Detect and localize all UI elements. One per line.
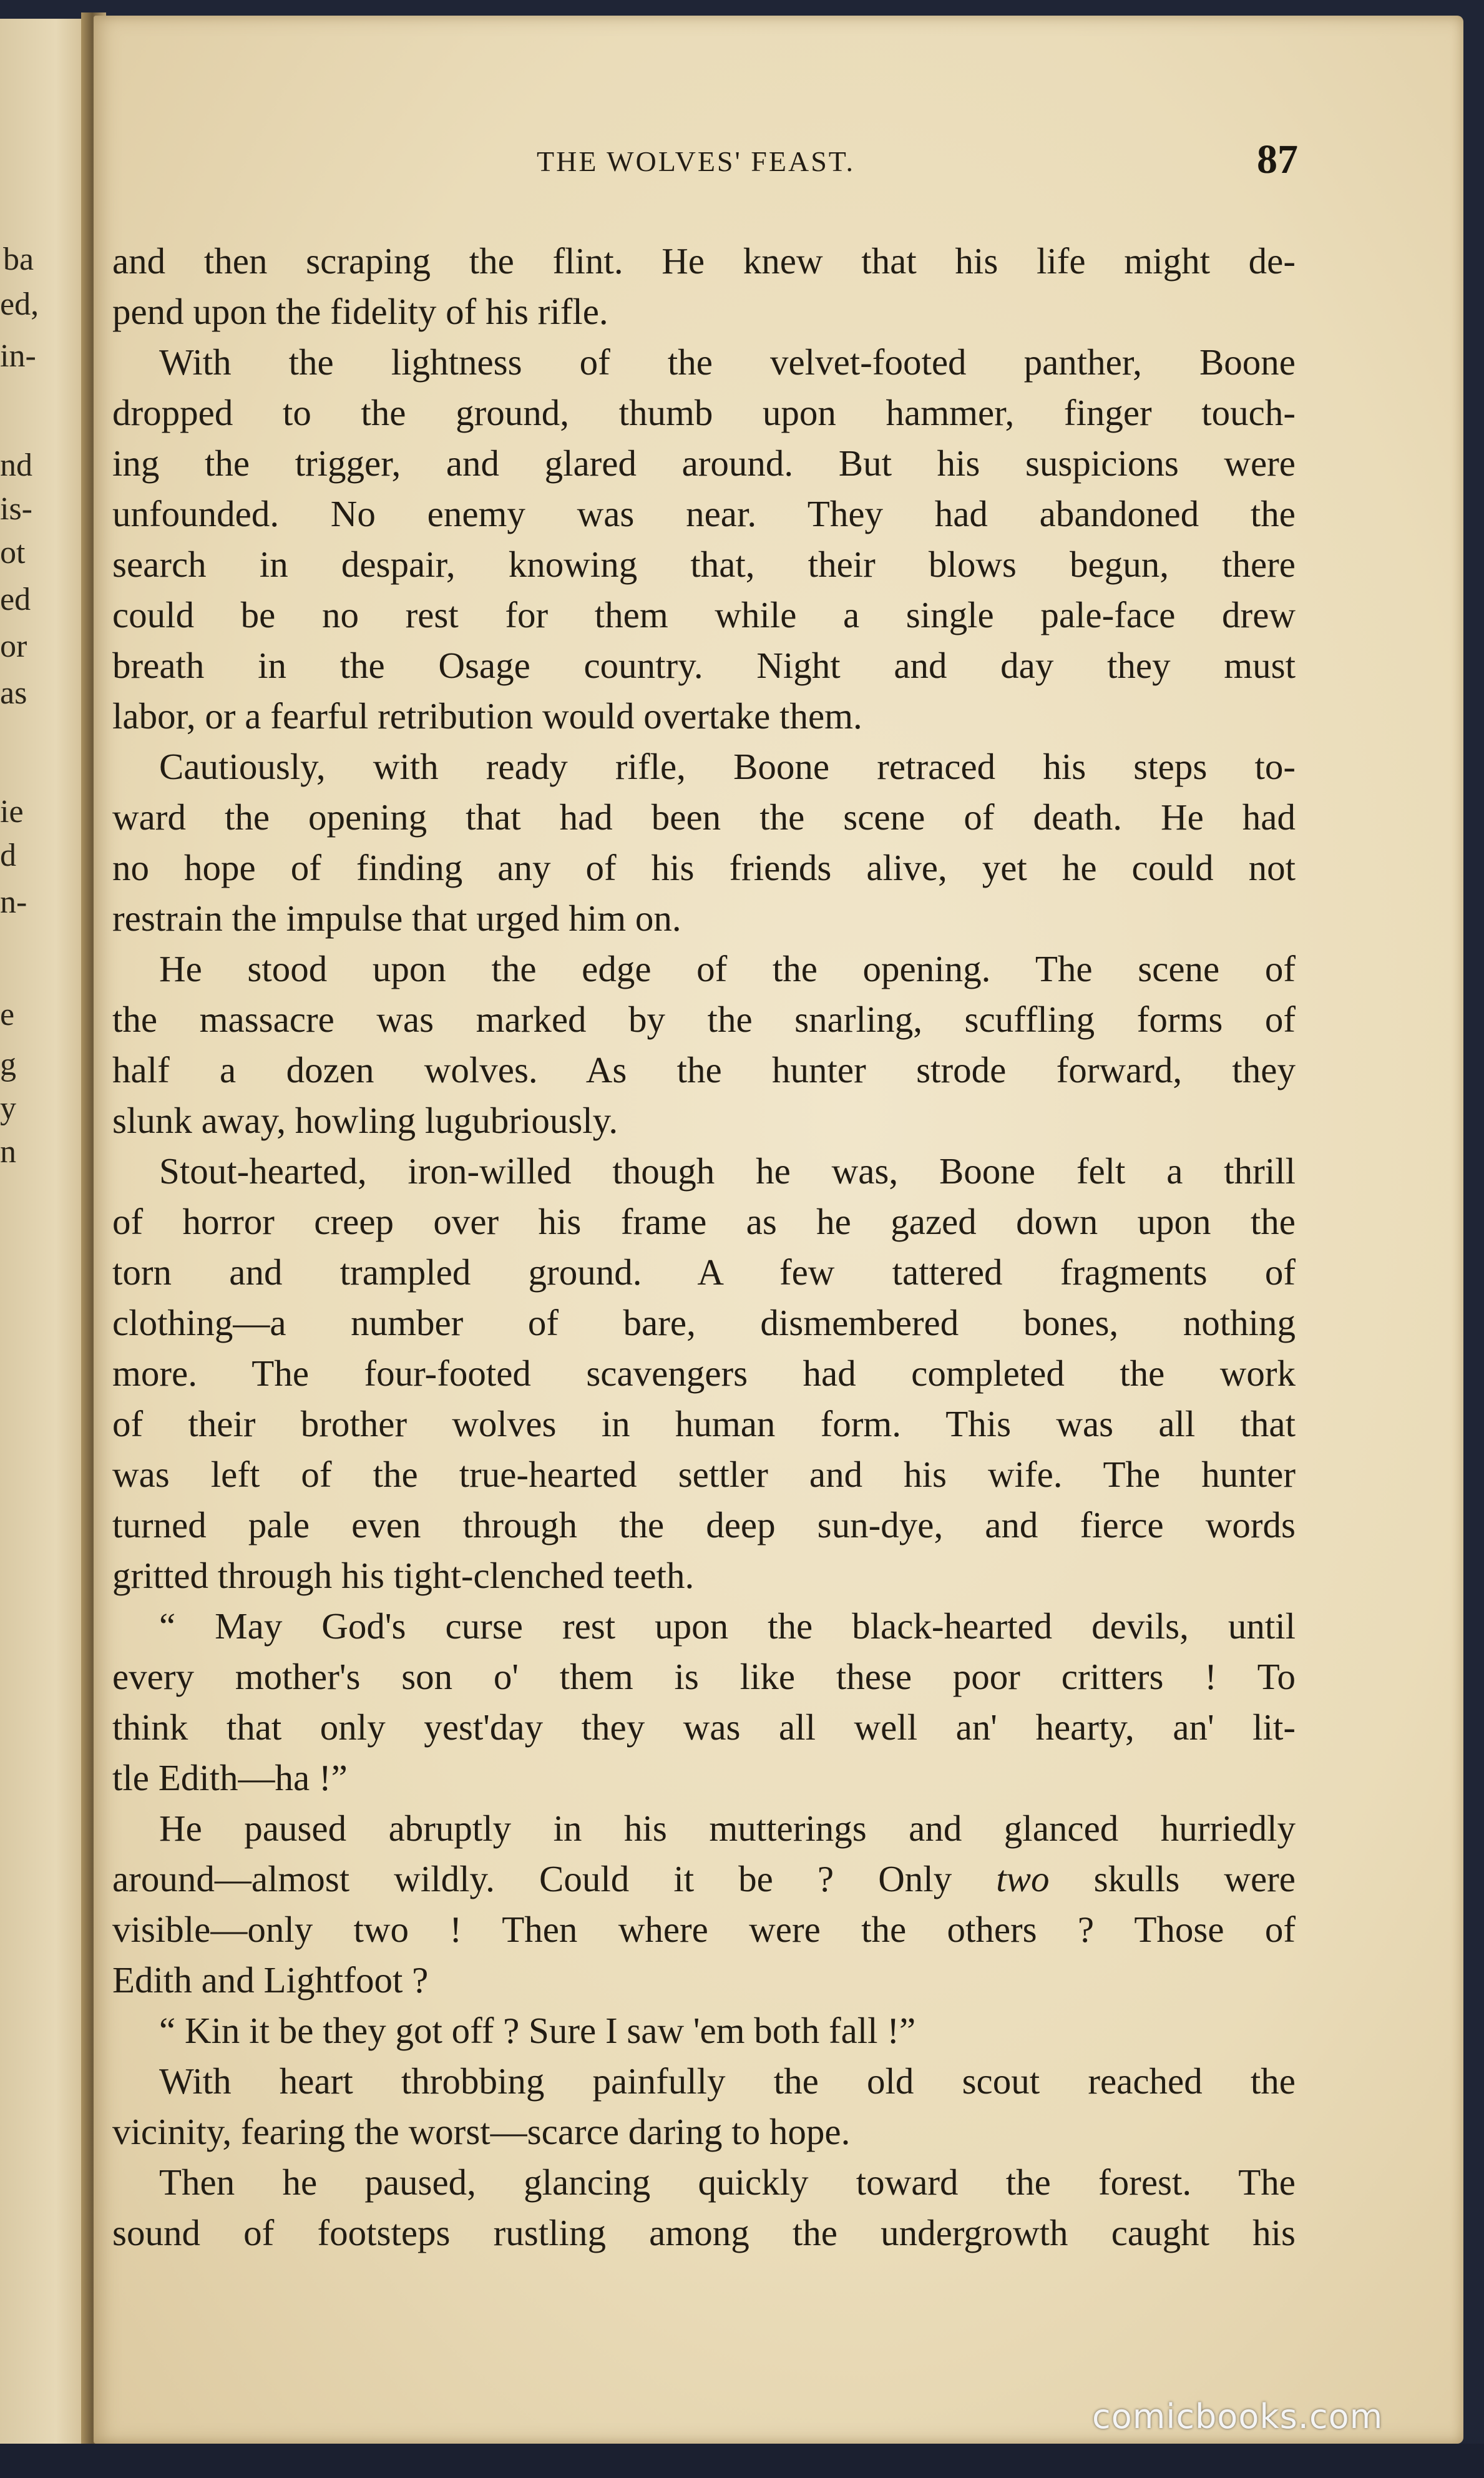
text-line: “ May God's curse rest upon the black-hearted devils, until <box>159 1605 1296 1647</box>
text-line: “ Kin it be they got off ? Sure I saw 'em both fall !” <box>159 2010 916 2051</box>
page-number: 87 <box>1257 137 1298 182</box>
left-page-fragment: nd <box>0 448 32 483</box>
text-line: He stood upon the edge of the opening. The scene of <box>159 948 1296 989</box>
text-line: Cautiously, with ready rifle, Boone retraced his steps to- <box>159 746 1296 787</box>
text-line: unfounded. No enemy was near. They had abandoned the <box>112 493 1296 534</box>
left-page-fragment: e <box>0 997 15 1032</box>
text-line: was left of the true-hearted settler and his wife. The hunter <box>112 1454 1296 1495</box>
text-line: labor, or a fearful retribution would overtake them. <box>112 695 862 737</box>
text-line: could be no rest for them while a single pale-face drew <box>112 594 1296 635</box>
text-line: ing the trigger, and glared around. But his suspicions were <box>112 443 1296 484</box>
left-page-fragment: ba <box>3 242 34 277</box>
text-line: search in despair, knowing that, their blows begun, there <box>112 544 1296 585</box>
text-line: no hope of finding any of his friends alive, yet he could not <box>112 847 1296 888</box>
left-page-fragment: or <box>0 629 27 664</box>
left-page-fragment: ot <box>0 535 26 571</box>
left-page-fragment: in- <box>0 338 36 374</box>
text-line: Then he paused, glancing quickly toward the forest. The <box>159 2162 1296 2203</box>
left-page-fragment: n- <box>0 884 27 920</box>
text-line: more. The four-footed scavengers had completed the work <box>112 1353 1296 1394</box>
left-page-fragment: g <box>0 1047 16 1082</box>
text-line: With heart throbbing painfully the old scout reached the <box>159 2060 1296 2102</box>
text-line: Stout-hearted, iron-willed though he was, Boone felt a thrill <box>159 1150 1296 1192</box>
left-page-fragment: ed <box>0 582 31 617</box>
text-line: turned pale even through the deep sun-dye, and fierce words <box>112 1504 1296 1545</box>
text-line: clothing—a number of bare, dismembered bones, nothing <box>112 1302 1296 1343</box>
text-line: ward the opening that had been the scene of death. He had <box>112 796 1296 838</box>
left-page-fragment: ie <box>0 794 24 830</box>
text-line: dropped to the ground, thumb upon hammer, finger touch- <box>112 392 1296 433</box>
text-line: and then scraping the flint. He knew that his life might de- <box>112 240 1296 282</box>
left-page-fragment: y <box>0 1090 16 1126</box>
text-line: Edith and Lightfoot ? <box>112 1959 429 2001</box>
page-body-text <box>112 236 1296 2258</box>
text-line: around—almost wildly. Could it be ? Only two skulls were <box>112 1858 1296 1899</box>
text-line: slunk away, howling lugubriously. <box>112 1100 618 1141</box>
text-line: of their brother wolves in human form. This was all that <box>112 1403 1296 1444</box>
left-page-fragment: is- <box>0 491 32 527</box>
left-page-fragment: n <box>0 1134 16 1170</box>
text-line: half a dozen wolves. As the hunter strode forward, they <box>112 1049 1296 1090</box>
text-line: restrain the impulse that urged him on. <box>112 898 681 939</box>
text-line: With the lightness of the velvet-footed panther, Boone <box>159 341 1296 383</box>
text-line: tle Edith—ha !” <box>112 1757 348 1798</box>
watermark: comicbooks.com <box>1092 2397 1384 2436</box>
text-line: think that only yest'day they was all well an' hearty, an' lit- <box>112 1707 1296 1748</box>
running-title: THE WOLVES' FEAST. <box>537 145 855 177</box>
text-line: visible—only two ! Then where were the others ? Those of <box>112 1909 1296 1950</box>
left-page-fragment: as <box>0 675 27 711</box>
text-line: the massacre was marked by the snarling, scuffling forms of <box>112 999 1296 1040</box>
text-line: vicinity, fearing the worst—scarce daring to hope. <box>112 2111 851 2152</box>
text-line: of horror creep over his frame as he gazed down upon the <box>112 1201 1296 1242</box>
text-line: breath in the Osage country. Night and day they must <box>112 645 1296 686</box>
text-line: pend upon the fidelity of his rifle. <box>112 291 608 332</box>
text-line: torn and trampled ground. A few tattered fragments of <box>112 1251 1296 1293</box>
left-page-fragment: ed, <box>0 286 39 322</box>
left-page-fragment: d <box>0 838 16 873</box>
scan-background <box>0 2444 1484 2478</box>
text-line: gritted through his tight-clenched teeth. <box>112 1555 695 1596</box>
text-line: He paused abruptly in his mutterings and glanced hurriedly <box>159 1808 1296 1849</box>
text-line: every mother's son o' them is like these poor critters ! To <box>112 1656 1296 1697</box>
text-line: sound of footsteps rustling among the undergrowth caught his <box>112 2212 1296 2253</box>
